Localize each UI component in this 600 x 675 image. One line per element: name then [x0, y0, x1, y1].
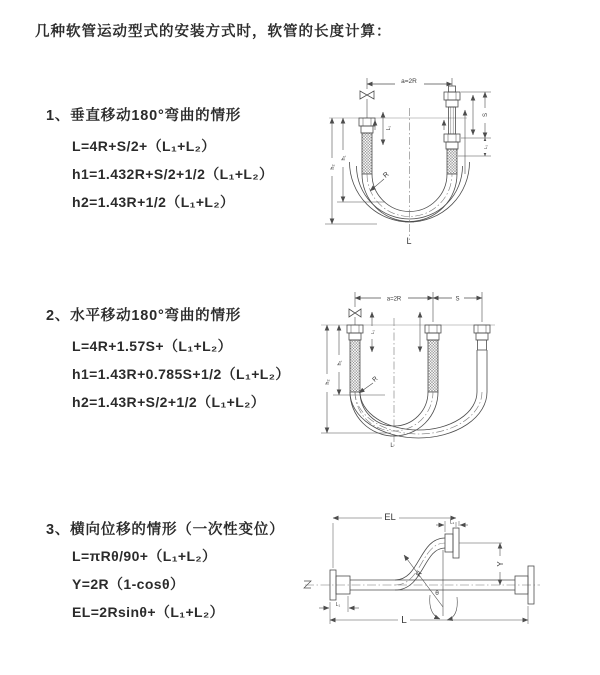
dim-label-l1: L₁	[370, 329, 375, 335]
theta-label: θ	[435, 590, 439, 597]
right-fittings	[444, 86, 460, 149]
formula-line: h1=1.432R+S/2+1/2（L₁+L₂）	[72, 166, 274, 182]
top-flange-displaced	[445, 528, 459, 558]
right-fitting-displaced	[474, 325, 490, 392]
radius-label: R	[382, 171, 391, 180]
length-label: L	[406, 236, 412, 246]
dim-label-y: Y	[496, 561, 505, 567]
left-fitting	[347, 325, 363, 340]
radius-label: R	[371, 375, 380, 384]
drawing-lines	[325, 78, 491, 240]
dim-label-l1-bottom: L₁	[335, 602, 341, 608]
section-1-heading: 1、垂直移动180°弯曲的情形	[46, 108, 242, 124]
formula-line: L=4R+1.57S+（L₁+L₂）	[72, 338, 233, 354]
drawing-lines	[321, 292, 495, 448]
section-3-formulas	[72, 542, 224, 626]
page-title: 几种软管运动型式的安装方式时，软管的长度计算：	[35, 24, 392, 40]
dim-label-s: S	[455, 296, 460, 303]
radius-label: R	[415, 570, 424, 579]
dim-label-l1-right: L₁	[483, 144, 488, 150]
dim-label-l: L	[401, 615, 407, 626]
diagram-vertical-180-bend	[315, 62, 565, 262]
braided-hose-right	[447, 149, 457, 174]
formula-line: h2=1.43R+1/2（L₁+L₂）	[72, 194, 235, 210]
formula-line: h1=1.43R+0.785S+1/2（L₁+L₂）	[72, 366, 290, 382]
pipe-break-mark	[304, 581, 311, 588]
section-2-formulas	[72, 332, 290, 416]
formula-line: EL=2Rsinθ+（L₁+L₂）	[72, 604, 225, 620]
section-3-heading: 3、横向位移的情形（一次性变位）	[46, 522, 285, 538]
dim-label-h2: h₂	[325, 379, 331, 385]
formula-line: h2=1.43R+S/2+1/2（L₁+L₂）	[72, 394, 266, 410]
formula-line: L=4R+S/2+（L₁+L₂）	[72, 138, 216, 154]
formula-line: Y=2R（1-cosθ）	[72, 576, 185, 592]
section-1-formulas	[72, 132, 273, 216]
section-2-heading: 2、水平移动180°弯曲的情形	[46, 308, 242, 324]
valve-icon	[349, 309, 361, 325]
middle-fitting	[425, 325, 441, 340]
dim-label-h1: h₁	[337, 360, 343, 366]
diagram-lateral-displacement	[300, 498, 600, 653]
valve-icon	[360, 91, 374, 118]
braided-hose-left	[350, 340, 360, 392]
dim-label-s: S	[483, 112, 489, 118]
braided-hose-left	[362, 133, 372, 174]
formula-line: L=πRθ/90+（L₁+L₂）	[72, 548, 217, 564]
dim-label-a2r: a=2R	[401, 78, 417, 85]
length-label: L	[390, 443, 394, 449]
hose-displaced-s-curve	[395, 538, 445, 590]
left-fitting	[359, 118, 375, 133]
dim-label-h1: h₁	[341, 155, 347, 161]
dim-label-el: EL	[384, 512, 396, 523]
dim-label-l1-top: L₁	[449, 519, 455, 526]
dim-label-a2r: a=2R	[386, 296, 402, 303]
diagram-horizontal-180-bend	[313, 280, 578, 470]
dim-label-l1-left: L₁	[386, 125, 392, 131]
u-bend-hose	[350, 392, 487, 438]
dim-label-h2: h₂	[330, 164, 336, 170]
braided-hose-middle	[428, 340, 438, 392]
